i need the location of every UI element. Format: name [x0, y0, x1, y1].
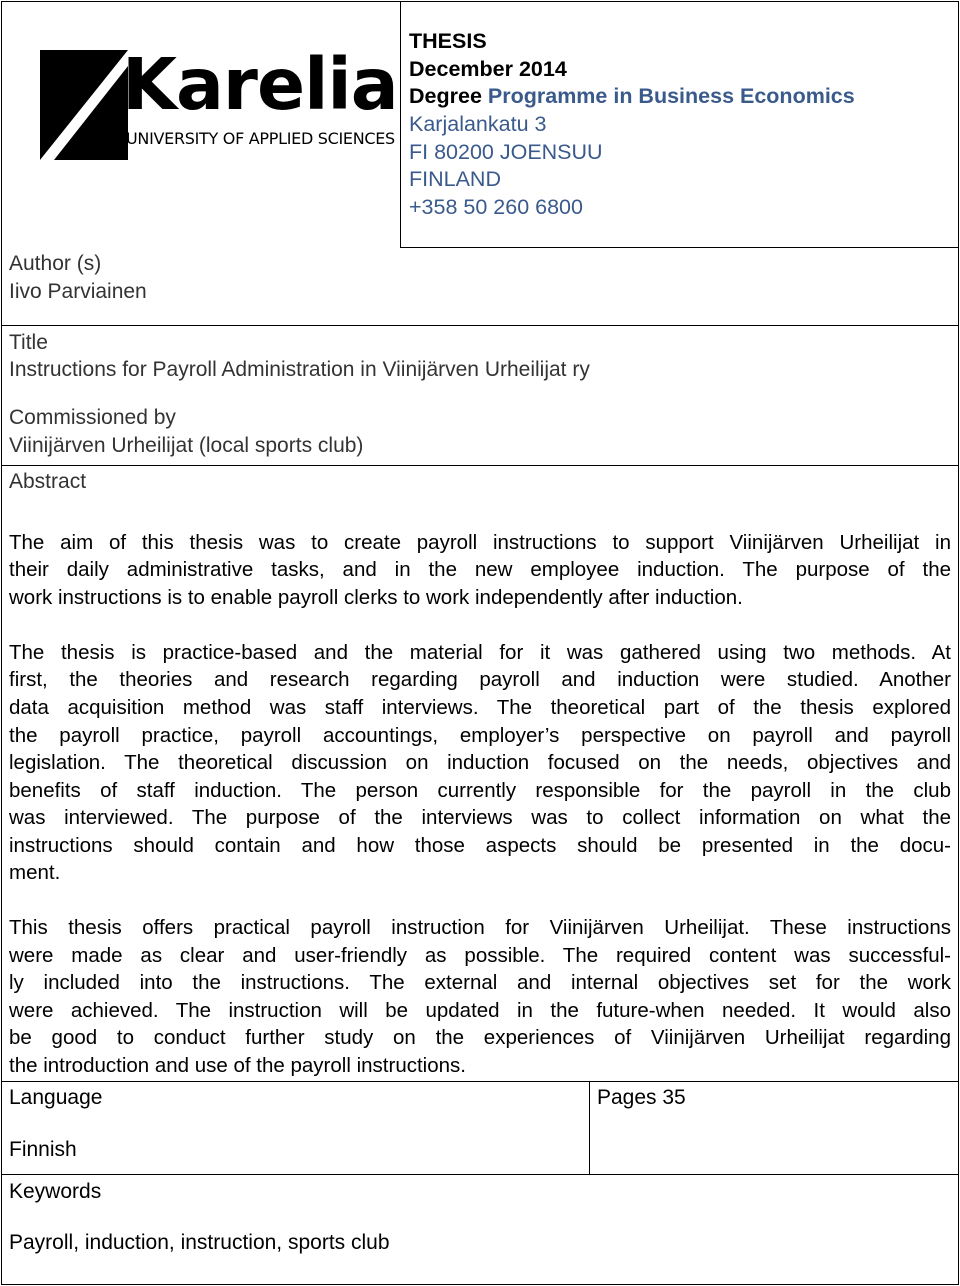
abstract-p2-line-5: legislation. The theoretical discussion on induction focused on the needs, objectives and	[9, 751, 951, 774]
thesis-title: Instructions for Payroll Administration in Viinijärven Urheilijat ry	[9, 358, 590, 381]
abstract-label: Abstract	[9, 470, 87, 493]
keywords-value: Payroll, induction, instruction, sports club	[9, 1231, 390, 1254]
abstract-p1-line-3: work instructions is to enable payroll clerks to work independently after induction.	[9, 586, 743, 609]
abstract-p3-line-5: be good to conduct further study on the experiences of Viinijärven Urheilijat regarding	[9, 1026, 951, 1049]
language-label: Language	[9, 1086, 103, 1109]
address-line-2: FI 80200 JOENSUU	[409, 140, 603, 164]
abstract-p2-line-7: was interviewed. The purpose of the interviews was to collect information on what the	[9, 806, 951, 829]
logo-word: Karelia	[122, 43, 398, 126]
abstract-p2-line-9: ment.	[9, 861, 61, 884]
abstract-p3-line-2: were made as clear and user-friendly as possible. The required content was successful-	[9, 944, 951, 967]
degree-programme: Programme in Business Economics	[487, 84, 855, 108]
title-label: Title	[9, 331, 48, 354]
commissioned-row-divider	[1, 465, 959, 466]
author-row-divider	[1, 325, 959, 326]
abstract-p2-line-1: The thesis is practice-based and the material for it was gathered using two methods. At	[9, 641, 951, 664]
abstract-p2-line-8: instructions should contain and how those aspects should be presented in the docu-	[9, 834, 951, 857]
abstract-p1-line-2: their daily administrative tasks, and in the new employee induction. The purpose of the	[9, 558, 951, 581]
abstract-p2-line-6: benefits of staff induction. The person currently responsible for the payroll in the club	[9, 779, 951, 802]
degree-prefix: Degree	[409, 84, 482, 108]
thesis-date: December 2014	[409, 57, 567, 81]
author-label: Author (s)	[9, 252, 102, 275]
address-line-1: Karjalankatu 3	[409, 112, 547, 136]
abstract-p3-line-4: were achieved. The instruction will be updated in the future-when needed. It would also	[9, 999, 951, 1022]
author-name: Iivo Parviainen	[9, 280, 147, 303]
keywords-row-divider	[1, 1174, 959, 1175]
abstract-p3-line-6: the introduction and use of the payroll instructions.	[9, 1054, 466, 1077]
address-line-3: FINLAND	[409, 167, 501, 191]
karelia-chevron-icon	[40, 50, 130, 160]
language-value: Finnish	[9, 1138, 77, 1161]
abstract-p1-line-1: The aim of this thesis was to create payroll instructions to support Viinijärven Urheilijat in	[9, 531, 951, 554]
logo-subtitle: UNIVERSITY OF APPLIED SCIENCES	[126, 129, 395, 148]
degree-line	[409, 83, 855, 111]
abstract-p2-line-4: the payroll practice, payroll accountings, employer’s perspective on payroll and payroll	[9, 724, 951, 747]
phone-number: +358 50 260 6800	[409, 195, 583, 219]
abstract-p2-line-3: data acquisition method was staff interviews. The theoretical part of the thesis explored	[9, 696, 951, 719]
abstract-p2-line-2: first, the theories and research regarding payroll and induction were studied. Another	[9, 668, 951, 691]
commissioned-value: Viinijärven Urheilijat (local sports club)	[9, 434, 364, 457]
pages-count: Pages 35	[597, 1086, 686, 1109]
abstract-p3-line-1: This thesis offers practical payroll instruction for Viinijärven Urheilijat. These instructions	[9, 916, 951, 939]
karelia-logo	[40, 43, 400, 160]
doc-type: THESIS	[409, 29, 487, 53]
keywords-label: Keywords	[9, 1180, 102, 1203]
commissioned-label: Commissioned by	[9, 406, 176, 429]
abstract-p3-line-3: ly included into the instructions. The external and internal objectives set for the work	[9, 971, 951, 994]
